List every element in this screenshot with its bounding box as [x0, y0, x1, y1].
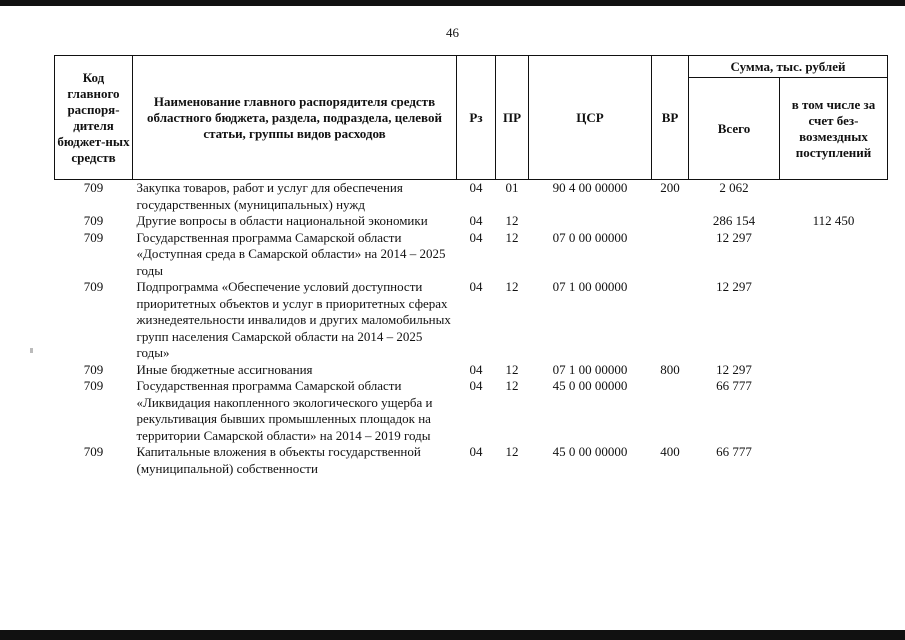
cell-csr: 07 0 00 00000	[552, 229, 628, 245]
header-vr: ВР	[652, 56, 689, 180]
cell-rz: 04	[469, 361, 483, 377]
header-total: Всего	[689, 78, 780, 180]
header-sum: Сумма, тыс. рублей	[689, 56, 888, 78]
cell-name: Капитальные вложения в объекты государственной (муниципальной) собственности	[136, 444, 421, 476]
cell-code: 709	[83, 444, 104, 459]
cell-csr: 45 0 00 00000	[552, 444, 628, 459]
table-header	[55, 56, 888, 180]
cell-rz: 04	[469, 444, 483, 459]
bottom-border	[0, 630, 905, 640]
cell-name: Государственная программа Самарской области «Ликвидация накопленного экологического ущерба и рекультивация бывших промышленных площадок на территории Самарской области» на 2014 – 2019 годы	[136, 378, 433, 443]
cell-name: Подпрограмма «Обеспечение условий доступности приоритетных объектов и услуг в приоритетных сферах жизнедеятельности инвалидов и других маломобильных групп населения Самарской области на 2014 – 2025 годы»	[136, 279, 451, 360]
cell-total: 2 062	[719, 180, 749, 195]
header-included: в том числе за счет без-возмездных поступлений	[780, 78, 888, 180]
cell-pr: 12	[505, 279, 519, 294]
cell-code: 709	[83, 361, 104, 377]
cell-total: 286 154	[712, 213, 756, 228]
cell-pr: 01	[505, 180, 519, 195]
header-csr: ЦСР	[529, 56, 652, 180]
table-row	[55, 279, 888, 362]
cell-csr: 90 4 00 00000	[552, 180, 628, 195]
cell-csr: 07 1 00 00000	[552, 361, 628, 377]
cell-name: Иные бюджетные ассигнования	[136, 361, 313, 377]
cell-rz: 04	[469, 180, 483, 195]
cell-total: 12 297	[716, 229, 752, 245]
cell-code: 709	[83, 229, 104, 245]
cell-code: 709	[83, 213, 104, 228]
cell-csr	[529, 213, 652, 230]
cell-pr: 12	[505, 361, 519, 377]
cell-total: 12 297	[716, 361, 752, 377]
table-body	[55, 180, 888, 478]
cell-rz: 04	[469, 378, 483, 393]
cell-name: Другие вопросы в области национальной экономики	[136, 213, 428, 228]
cell-csr: 07 1 00 00000	[552, 279, 628, 294]
cell-pr: 12	[505, 378, 519, 393]
cell-incl	[780, 180, 888, 214]
cell-incl	[780, 444, 888, 477]
cell-total: 66 777	[716, 378, 752, 393]
cell-vr	[652, 378, 689, 444]
table-row	[55, 180, 888, 214]
cell-incl	[780, 378, 888, 444]
header-name: Наименование главного распорядителя средств областного бюджета, раздела, подраздела, целевой статьи, группы видов расходов	[133, 56, 457, 180]
page-number: 46	[446, 25, 459, 40]
cell-rz: 04	[469, 213, 483, 228]
header-rz: Рз	[457, 56, 496, 180]
cell-vr	[652, 230, 689, 280]
scan-mark	[30, 348, 33, 353]
cell-code: 709	[83, 279, 104, 294]
table-row	[55, 230, 888, 280]
cell-code: 709	[83, 378, 104, 393]
cell-vr: 400	[660, 444, 680, 459]
top-border	[0, 0, 905, 6]
cell-incl: 112 450	[812, 213, 855, 228]
header-pr: ПР	[496, 56, 529, 180]
cell-incl	[780, 230, 888, 280]
table-row	[55, 444, 888, 477]
table-row	[55, 213, 888, 230]
cell-incl	[780, 362, 888, 379]
cell-total: 66 777	[716, 444, 752, 459]
header-code: Код главного распоря-дителя бюджет-ных средств	[55, 56, 133, 180]
cell-rz: 04	[469, 229, 483, 245]
cell-vr	[652, 279, 689, 362]
cell-pr: 12	[505, 229, 519, 245]
cell-name: Государственная программа Самарской области «Доступная среда в Самарской области» на 2014 – 2025 годы	[136, 229, 446, 278]
cell-vr	[652, 213, 689, 230]
cell-vr: 200	[660, 180, 680, 195]
cell-vr: 800	[660, 361, 680, 377]
cell-pr: 12	[505, 213, 519, 228]
cell-name: Закупка товаров, работ и услуг для обеспечения государственных (муниципальных) нужд	[136, 180, 403, 212]
table-row	[55, 378, 888, 444]
cell-code: 709	[83, 180, 104, 195]
cell-csr: 45 0 00 00000	[552, 378, 628, 393]
cell-rz: 04	[469, 279, 483, 294]
cell-total: 12 297	[716, 279, 752, 294]
cell-pr: 12	[505, 444, 519, 459]
budget-table	[54, 55, 888, 477]
cell-incl	[780, 279, 888, 362]
table-row	[55, 362, 888, 379]
